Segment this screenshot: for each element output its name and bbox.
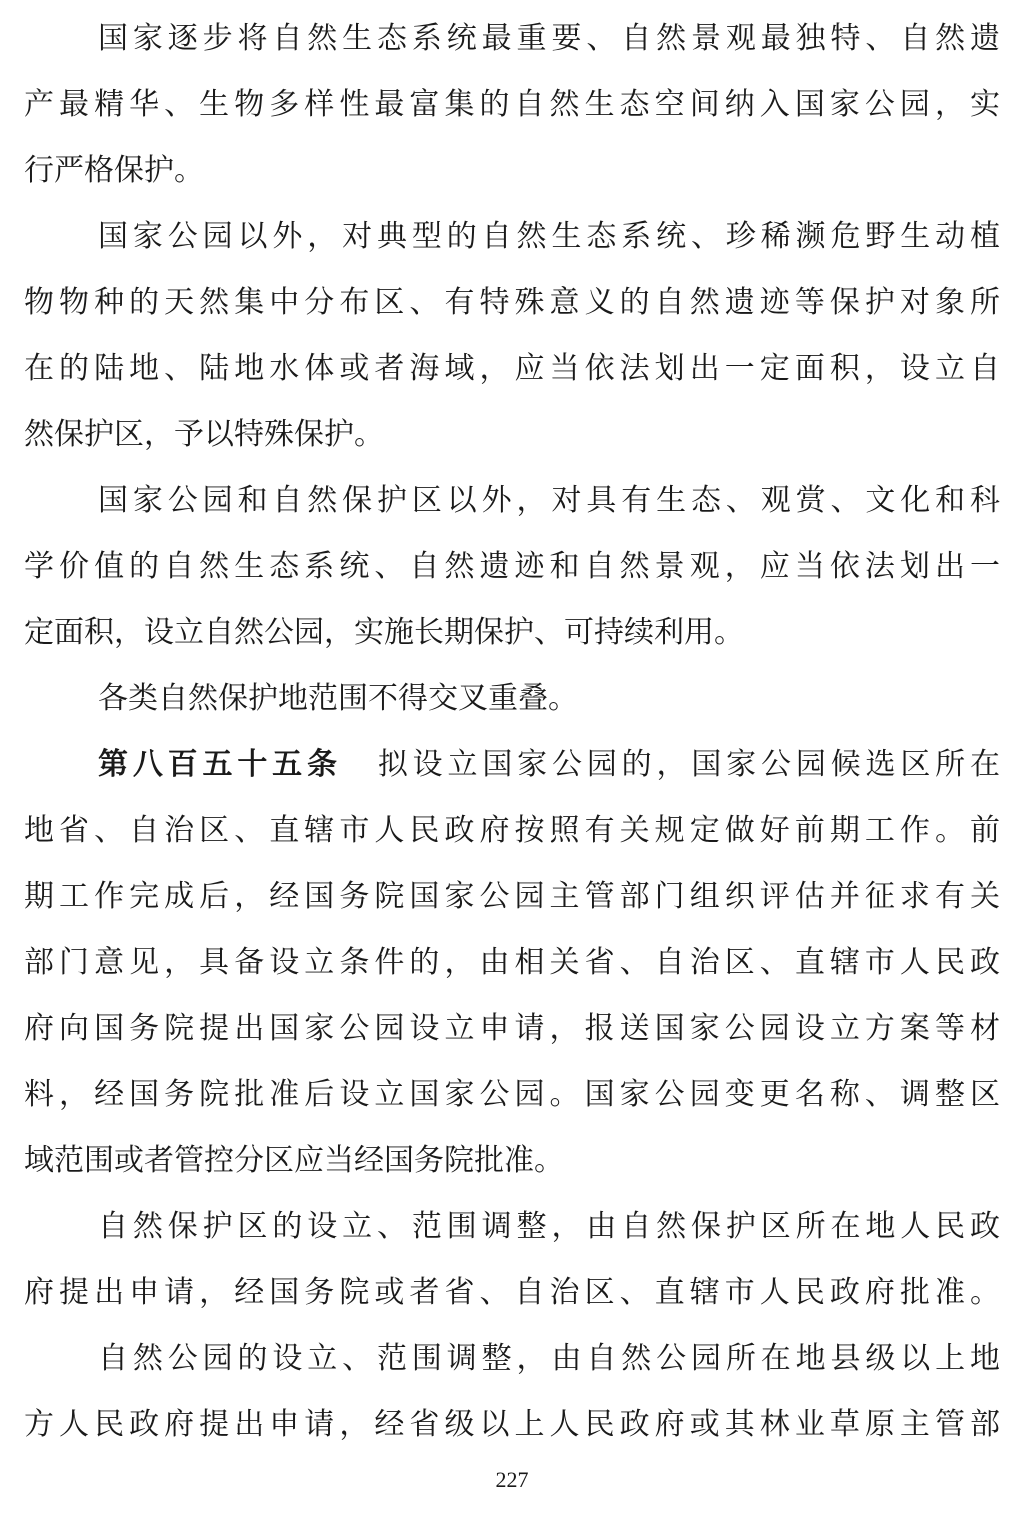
text-line: 期工作完成后，经国务院国家公园主管部门组织评估并征求有关 (24, 879, 1000, 914)
text-line: 学价值的自然生态系统、自然遗迹和自然景观，应当依法划出一 (24, 549, 1000, 584)
text-line: 方人民政府提出申请，经省级以上人民政府或其林业草原主管部 (24, 1407, 1000, 1442)
page-number: 227 (495, 1467, 529, 1492)
text-line: 部门意见，具备设立条件的，由相关省、自治区、直辖市人民政 (24, 945, 1000, 980)
article-first-line (98, 735, 1000, 795)
text-segment: 拟设立国家公园的，国家公园候选区所在 (377, 747, 1000, 782)
text-line: 国家公园以外，对典型的自然生态系统、珍稀濒危野生动植 (98, 219, 1000, 254)
text-line: 域范围或者管控分区应当经国务院批准。 (24, 1143, 564, 1178)
text-line: 自然保护区的设立、范围调整，由自然保护区所在地人民政 (98, 1209, 1000, 1244)
text-line: 各类自然保护地范围不得交叉重叠。 (98, 681, 578, 716)
article-heading: 第八百五十五条 (98, 747, 342, 782)
text-line: 在的陆地、陆地水体或者海域，应当依法划出一定面积，设立自 (24, 351, 1000, 386)
text-line: 自然公园的设立、范围调整，由自然公园所在地县级以上地 (98, 1341, 1000, 1376)
text-line: 料，经国务院批准后设立国家公园。国家公园变更名称、调整区 (24, 1077, 1000, 1112)
text-line: 行严格保护。 (24, 153, 204, 188)
text-line: 产最精华、生物多样性最富集的自然生态空间纳入国家公园，实 (24, 87, 1000, 122)
text-line: 定面积，设立自然公园，实施长期保护、可持续利用。 (24, 615, 744, 650)
text-line: 地省、自治区、直辖市人民政府按照有关规定做好前期工作。前 (24, 813, 1000, 848)
text-line: 府向国务院提出国家公园设立申请，报送国家公园设立方案等材 (24, 1011, 1000, 1046)
text-line: 国家公园和自然保护区以外，对具有生态、观赏、文化和科 (98, 483, 1000, 518)
text-line: 府提出申请，经国务院或者省、自治区、直辖市人民政府批准。 (24, 1275, 1000, 1310)
text-line: 国家逐步将自然生态系统最重要、自然景观最独特、自然遗 (98, 21, 1000, 56)
text-line: 物物种的天然集中分布区、有特殊意义的自然遗迹等保护对象所 (24, 285, 1000, 320)
text-line: 然保护区，予以特殊保护。 (24, 417, 384, 452)
